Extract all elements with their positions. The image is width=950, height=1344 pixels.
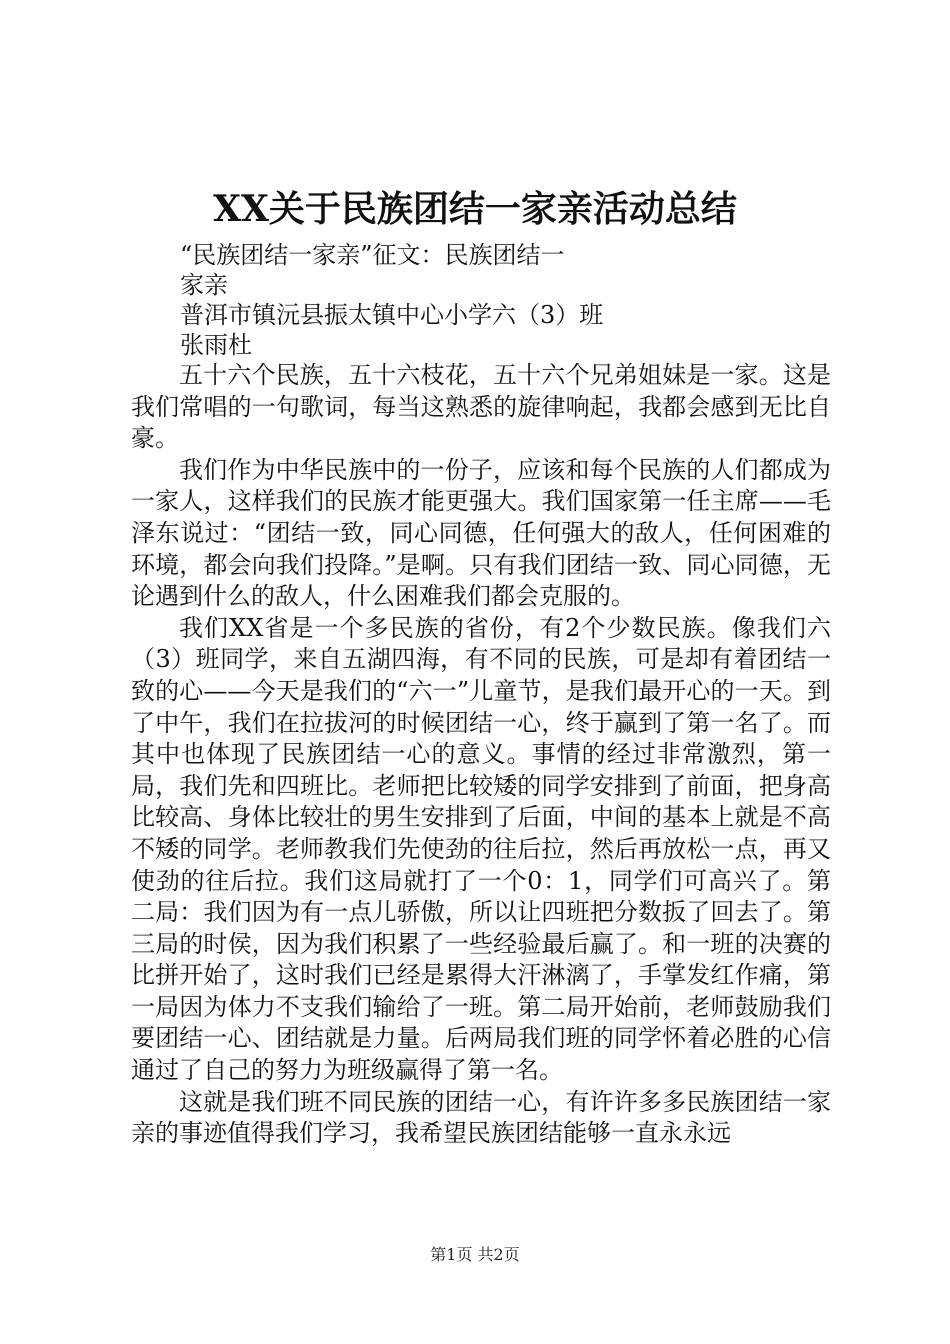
- body-paragraph: 这就是我们班不同民族的团结一心，有许许多多民族团结一家亲的事迹值得我们学习，我希望民族团结能够一直永永远: [131, 1087, 831, 1148]
- page-footer: 第1页 共2页: [430, 1245, 520, 1264]
- essay-heading-line-1: “民族团结一家亲”征文：民族团结一: [180, 241, 565, 269]
- body-paragraph: 我们作为中华民族中的一份子，应该和每个民族的人们都成为一家人，这样我们的民族才能更强大。我们国家第一任主席——毛泽东说过：“团结一致，同心同德，任何强大的敌人，任何困难的环境，都会向我们投降。”是啊。只有我们团结一致、同心同德，无论遇到什么的敌人，什么困难我们都会克服的。: [131, 455, 831, 611]
- body-paragraph: 五十六个民族，五十六枝花，五十六个兄弟姐妹是一家。这是我们常唱的一句歌词，每当这熟悉的旋律响起，我都会感到无比自豪。: [131, 361, 831, 453]
- school-class-line: 普洱市镇沅县振太镇中心小学六（3）班: [180, 301, 604, 329]
- author-name: 张雨杜: [180, 331, 252, 359]
- essay-heading-line-2: 家亲: [180, 271, 228, 299]
- body-paragraph: 我们XX省是一个多民族的省份，有2个少数民族。像我们六（3）班同学，来自五湖四海，有不同的民族，可是却有着团结一致的心——今天是我们的“六一”儿童节，是我们最开心的一天。到了中午，我们在拉拔河的时候团结一心，终于赢到了第一名了。而其中也体现了民族团结一心的意义。事情的经过非常激烈，第一局，我们先和四班比。老师把比较矮的同学安排到了前面，把身高比较高、身体比较壮的男生安排到了后面，中间的基本上就是不高不矮的同学。老师教我们先使劲的往后拉，然后再放松一点，再又使劲的往后拉。我们这局就打了一个0：1，同学们可高兴了。第二局：我们因为有一点儿骄傲，所以让四班把分数扳了回去了。第三局的时侯，因为我们积累了一些经验最后赢了。和一班的决赛的比拼开始了，这时我们已经是累得大汗淋漓了，手掌发红作痛，第一局因为体力不支我们输给了一班。第二局开始前，老师鼓励我们要团结一心、团结就是力量。后两局我们班的同学怀着必胜的心信通过了自己的努力为班级赢得了第一名。: [131, 613, 831, 1085]
- document-title: XX关于民族团结一家亲活动总结: [213, 188, 737, 230]
- document-body: [131, 360, 831, 1150]
